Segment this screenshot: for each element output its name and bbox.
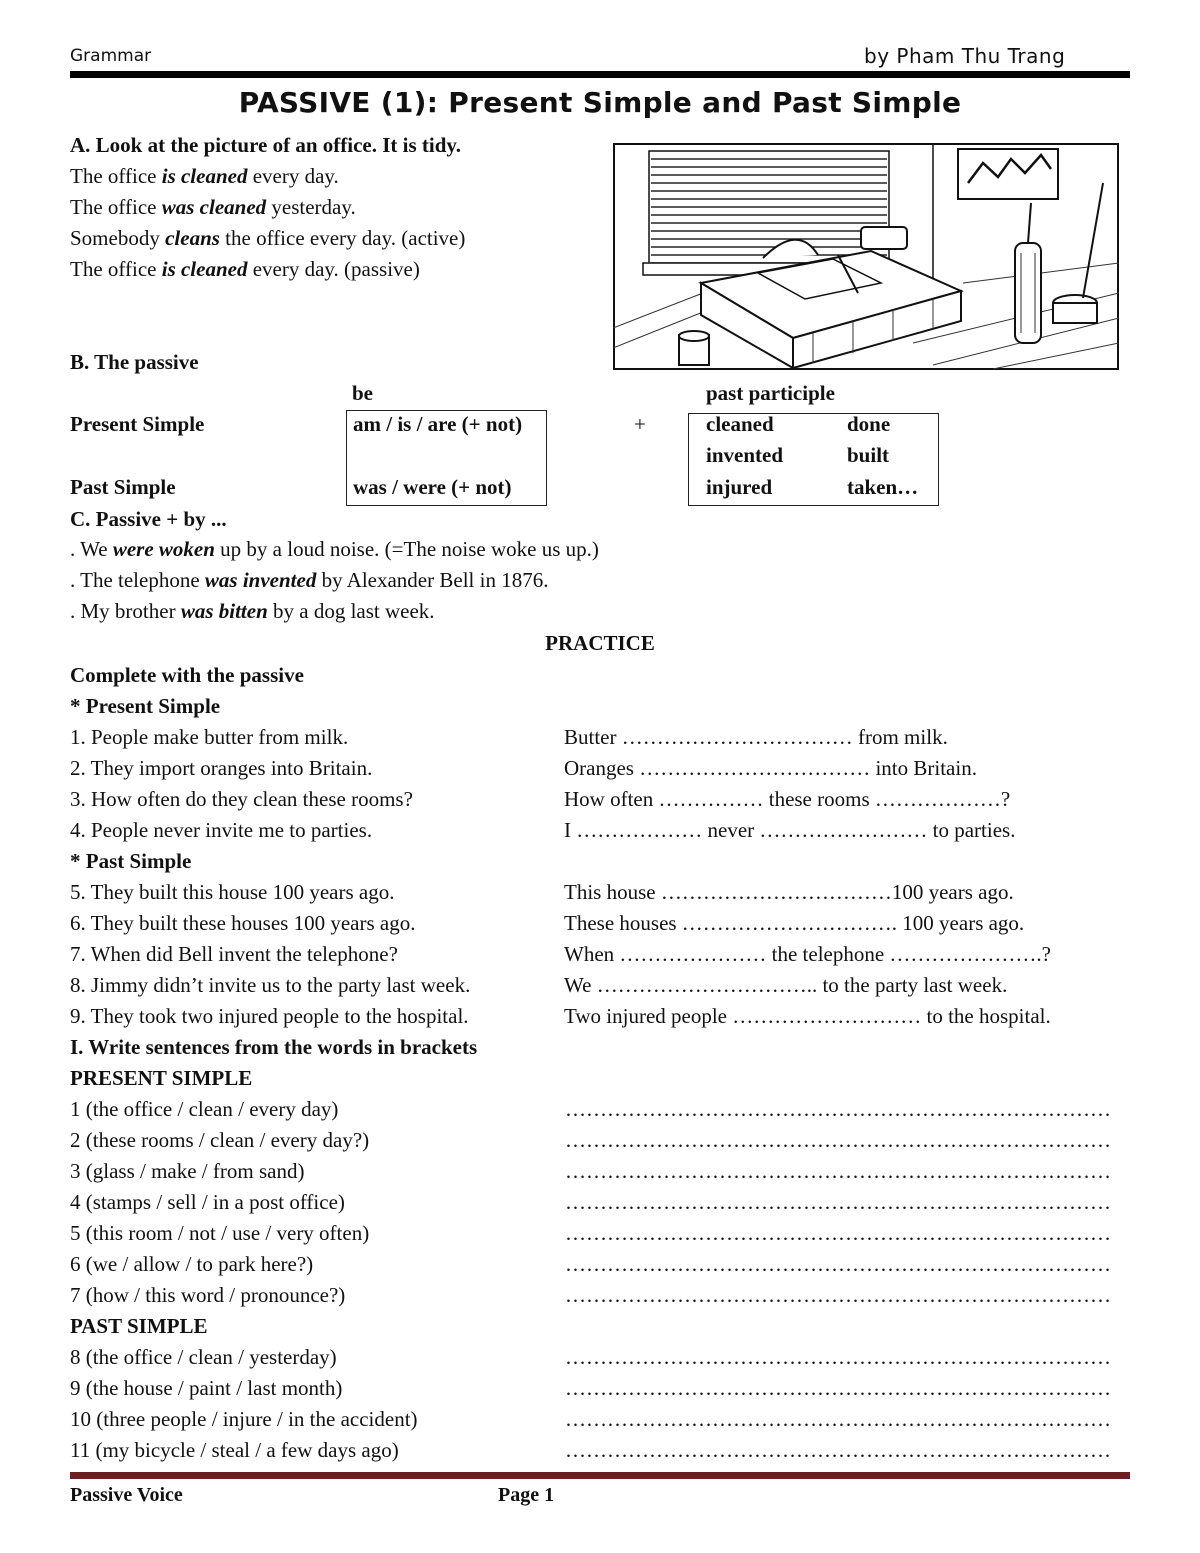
section-c-line-1: . We were woken up by a loud noise. (=The noise woke us up.) (70, 537, 599, 561)
present-simple-label: Present Simple (70, 412, 205, 436)
past-participle-label: past participle (706, 381, 835, 405)
answer-dots: …………………………………………………………………… (565, 1190, 1111, 1214)
section-a-line-2: The office was cleaned yesterday. (70, 195, 356, 219)
present-simple-heading: * Present Simple (70, 694, 221, 718)
exercise-i-heading: I. Write sentences from the words in brackets (70, 1035, 478, 1059)
be-label: be (352, 381, 373, 405)
practice-answer-line: I ……………… never …………………… to parties. (564, 818, 1016, 842)
past-simple-label: Past Simple (70, 475, 176, 499)
section-a-line-4: The office is cleaned every day. (passive) (70, 257, 420, 281)
answer-dots: …………………………………………………………………… (565, 1159, 1111, 1183)
exercise-prompt: 7 (how / this word / pronounce?) (70, 1283, 346, 1307)
header-subject: Grammar (70, 46, 152, 66)
section-a-line-1: The office is cleaned every day. (70, 164, 339, 188)
answer-dots: …………………………………………………………………… (565, 1407, 1111, 1431)
exercise-prompt: 5 (this room / not / use / very often) (70, 1221, 370, 1245)
answer-dots: …………………………………………………………………… (565, 1376, 1111, 1400)
exercise-prompt: 11 (my bicycle / steal / a few days ago) (70, 1438, 399, 1462)
office-illustration (613, 143, 1119, 370)
page-title: PASSIVE (1): Present Simple and Past Simple (238, 86, 962, 119)
exercise-prompt: 3 (glass / make / from sand) (70, 1159, 305, 1183)
practice-question: 8. Jimmy didn’t invite us to the party last week. (70, 973, 471, 997)
practice-question: 4. People never invite me to parties. (70, 818, 373, 842)
practice-question: 5. They built this house 100 years ago. (70, 880, 395, 904)
practice-instruction: Complete with the passive (70, 663, 304, 687)
practice-question: 2. They import oranges into Britain. (70, 756, 373, 780)
practice-question: 7. When did Bell invent the telephone? (70, 942, 398, 966)
exercise-prompt: 2 (these rooms / clean / every day?) (70, 1128, 370, 1152)
answer-dots: …………………………………………………………………… (565, 1283, 1111, 1307)
practice-answer-line: Oranges …………………………… into Britain. (564, 756, 977, 780)
exercise-prompt: 10 (three people / injure / in the accident) (70, 1407, 418, 1431)
answer-dots: …………………………………………………………………… (565, 1128, 1111, 1152)
exercise-past-heading: PAST SIMPLE (70, 1314, 208, 1338)
footer-rule (70, 1472, 1130, 1479)
practice-answer-line: When ………………… the telephone ………………….? (564, 942, 1051, 966)
section-a-heading: A. Look at the picture of an office. It is tidy. (70, 133, 462, 157)
practice-title: PRACTICE (545, 631, 655, 655)
practice-answer-line: How often …………… these rooms ………………? (564, 787, 1011, 811)
section-a-line-3: Somebody cleans the office every day. (active) (70, 226, 466, 250)
exercise-prompt: 9 (the house / paint / last month) (70, 1376, 343, 1400)
practice-answer-line: Two injured people ……………………… to the hospital. (564, 1004, 1051, 1028)
participle: taken… (847, 475, 919, 499)
section-b-heading: B. The passive (70, 350, 199, 374)
participle: invented (706, 443, 784, 467)
exercise-prompt: 8 (the office / clean / yesterday) (70, 1345, 337, 1369)
plus-sign: + (634, 412, 646, 436)
practice-question: 3. How often do they clean these rooms? (70, 787, 413, 811)
participle: done (847, 412, 891, 436)
answer-dots: …………………………………………………………………… (565, 1221, 1111, 1245)
past-simple-heading: * Past Simple (70, 849, 192, 873)
header-author: by Pham Thu Trang (864, 44, 1066, 68)
exercise-prompt: 6 (we / allow / to park here?) (70, 1252, 314, 1276)
section-c-heading: C. Passive + by ... (70, 507, 227, 531)
exercise-prompt: 1 (the office / clean / every day) (70, 1097, 339, 1121)
present-be-forms: am / is / are (+ not) (353, 412, 523, 436)
past-be-forms: was / were (+ not) (353, 475, 512, 499)
practice-answer-line: This house ……………………………100 years ago. (564, 880, 1014, 904)
page-number: Page 1 (498, 1484, 555, 1506)
section-c-line-2: . The telephone was invented by Alexander Bell in 1876. (70, 568, 549, 592)
answer-dots: …………………………………………………………………… (565, 1252, 1111, 1276)
participle: injured (706, 475, 773, 499)
practice-question: 6. They built these houses 100 years ago. (70, 911, 416, 935)
practice-answer-line: We ………………………….. to the party last week. (564, 973, 1008, 997)
participle: cleaned (706, 412, 774, 436)
practice-question: 1. People make butter from milk. (70, 725, 349, 749)
header-rule (70, 71, 1130, 78)
practice-answer-line: Butter …………………………… from milk. (564, 725, 948, 749)
answer-dots: …………………………………………………………………… (565, 1097, 1111, 1121)
practice-answer-line: These houses …………………………. 100 years ago. (564, 911, 1025, 935)
exercise-prompt: 4 (stamps / sell / in a post office) (70, 1190, 345, 1214)
answer-dots: …………………………………………………………………… (565, 1345, 1111, 1369)
section-c-line-3: . My brother was bitten by a dog last week. (70, 599, 435, 623)
footer-topic: Passive Voice (70, 1484, 183, 1506)
participle: built (847, 443, 890, 467)
practice-question: 9. They took two injured people to the hospital. (70, 1004, 469, 1028)
exercise-present-heading: PRESENT SIMPLE (70, 1066, 253, 1090)
answer-dots: …………………………………………………………………… (565, 1438, 1111, 1462)
